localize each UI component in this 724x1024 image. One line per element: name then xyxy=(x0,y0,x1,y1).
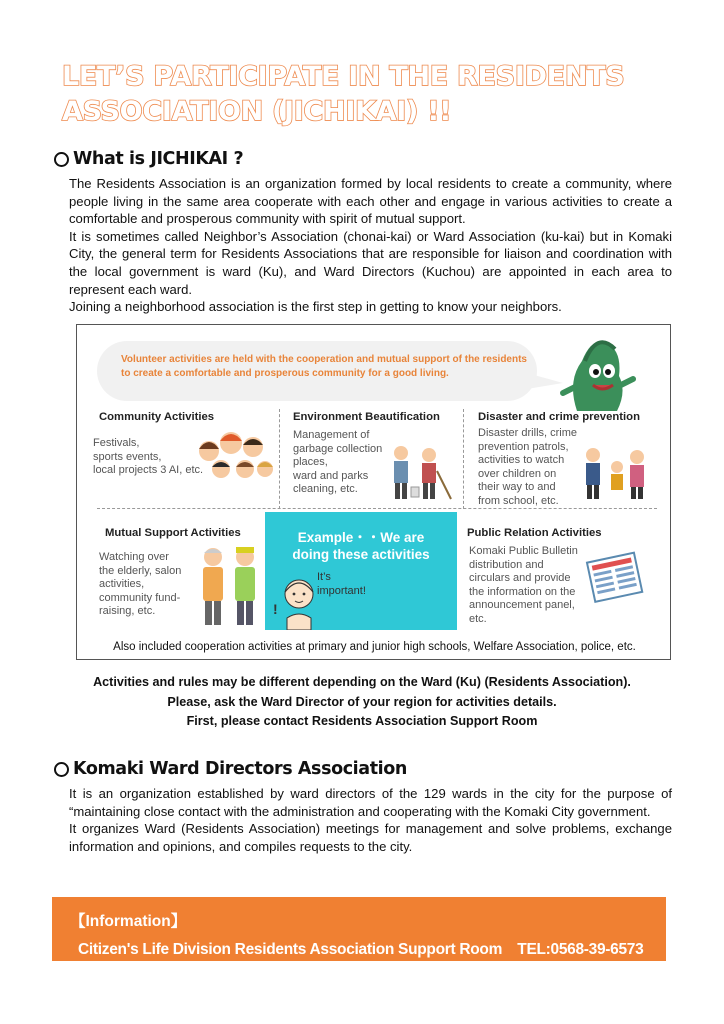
example-speech: It’s important! xyxy=(317,571,366,597)
section-ward-directors-heading xyxy=(54,758,407,780)
example-title: Example・・We are doing these activities xyxy=(292,530,430,562)
note-line: First, please contact Residents Association Support Room xyxy=(186,714,538,728)
disaster-crime-prevention-title: Disaster and crime prevention xyxy=(478,411,640,423)
section-heading-text: Komaki Ward Directors Association xyxy=(73,759,407,779)
note-line: Please, ask the Ward Director of your region for activities details. xyxy=(167,694,557,709)
paragraph: Joining a neighborhood association is the first step in getting to know your neighbors. xyxy=(69,299,562,315)
community-activities-desc: Festivals, sports events, local projects 3 AI, etc. xyxy=(93,437,204,477)
cleaning-people-icon xyxy=(385,443,455,501)
information-banner xyxy=(52,897,666,961)
example-panel xyxy=(265,512,457,630)
diagram-footer-note: Also included cooperation activities at primary and junior high schools, Welfare Association, police, etc. xyxy=(113,641,636,653)
public-relation-desc: Komaki Public Bulletin distribution and circulars and provide the information on the announcement panel, etc. xyxy=(469,545,578,625)
page-title-line2: ASSOCIATION (JICHIKAI) !! xyxy=(62,96,452,127)
bulletin-board-icon xyxy=(585,551,647,607)
section-what-is-jichikai-heading xyxy=(54,148,243,170)
patrol-family-icon xyxy=(581,445,653,501)
section-heading-text: What is JICHIKAI ? xyxy=(73,149,244,169)
girl-thinking-icon xyxy=(271,570,317,630)
page-title-line1: LET’S PARTICIPATE IN THE RESIDENTS xyxy=(62,61,625,92)
circle-bullet-icon xyxy=(54,762,69,777)
svg-text:!: ! xyxy=(273,601,278,617)
paragraph: It organizes Ward (Residents Association) meetings for management and solve problems, exchange information and opinions, and compiles requests to the city. xyxy=(69,821,672,854)
contact-info: Citizen's Life Division Residents Association Support Room TEL:0568-39-6573 xyxy=(78,941,644,958)
divider xyxy=(279,409,280,509)
children-group-icon xyxy=(195,425,275,483)
disaster-crime-prevention-desc: Disaster drills, crime prevention patrols, activities to watch over children on their way to and from school, etc. xyxy=(478,427,578,507)
section2-body xyxy=(69,785,672,855)
paragraph: It is sometimes called Neighbor’s Association (chonai-kai) or Ward Association (ku-kai) but in Komaki City, the general term for Residents Associations that are responsible for liaison and coordination with the local government is ward (Ku), and Ward Directors (Kuchou) are appointed in each area to represent each ward. xyxy=(69,228,672,297)
mutual-support-desc: Watching over the elderly, salon activities, community fund- raising, etc. xyxy=(99,551,182,618)
elderly-and-helper-icon xyxy=(195,543,263,629)
mascot-character-icon xyxy=(537,331,647,413)
mutual-support-title: Mutual Support Activities xyxy=(105,527,241,539)
divider xyxy=(463,409,464,509)
note-line: Activities and rules may be different depending on the Ward (Ku) (Residents Association). xyxy=(93,675,631,689)
notes xyxy=(60,673,664,732)
community-activities-title: Community Activities xyxy=(99,411,215,423)
section1-body xyxy=(69,175,672,316)
environment-beautification-desc: Management of garbage collection places, ward and parks cleaning, etc. xyxy=(293,429,383,496)
public-relation-title: Public Relation Activities xyxy=(467,527,602,539)
environment-beautification-title: Environment Beautification xyxy=(293,411,440,423)
circle-bullet-icon xyxy=(54,152,69,167)
paragraph: It is an organization established by ward directors of the 129 wards in the city for the purpose of “maintaining close contact with the administration and cooperating with the Komaki City government. xyxy=(69,786,672,819)
bubble-text: Volunteer activities are held with the cooperation and mutual support of the residents to create a comfortable and prosperous community for a good living. xyxy=(121,354,527,379)
information-label: 【Information】 xyxy=(70,913,187,930)
paragraph: The Residents Association is an organization formed by local residents to create a community, where people living in the same area cooperate with each other and engage in various activities to create a comfortable and prosperous community with spirit of mutual support. xyxy=(69,176,672,227)
activities-diagram xyxy=(76,324,671,660)
